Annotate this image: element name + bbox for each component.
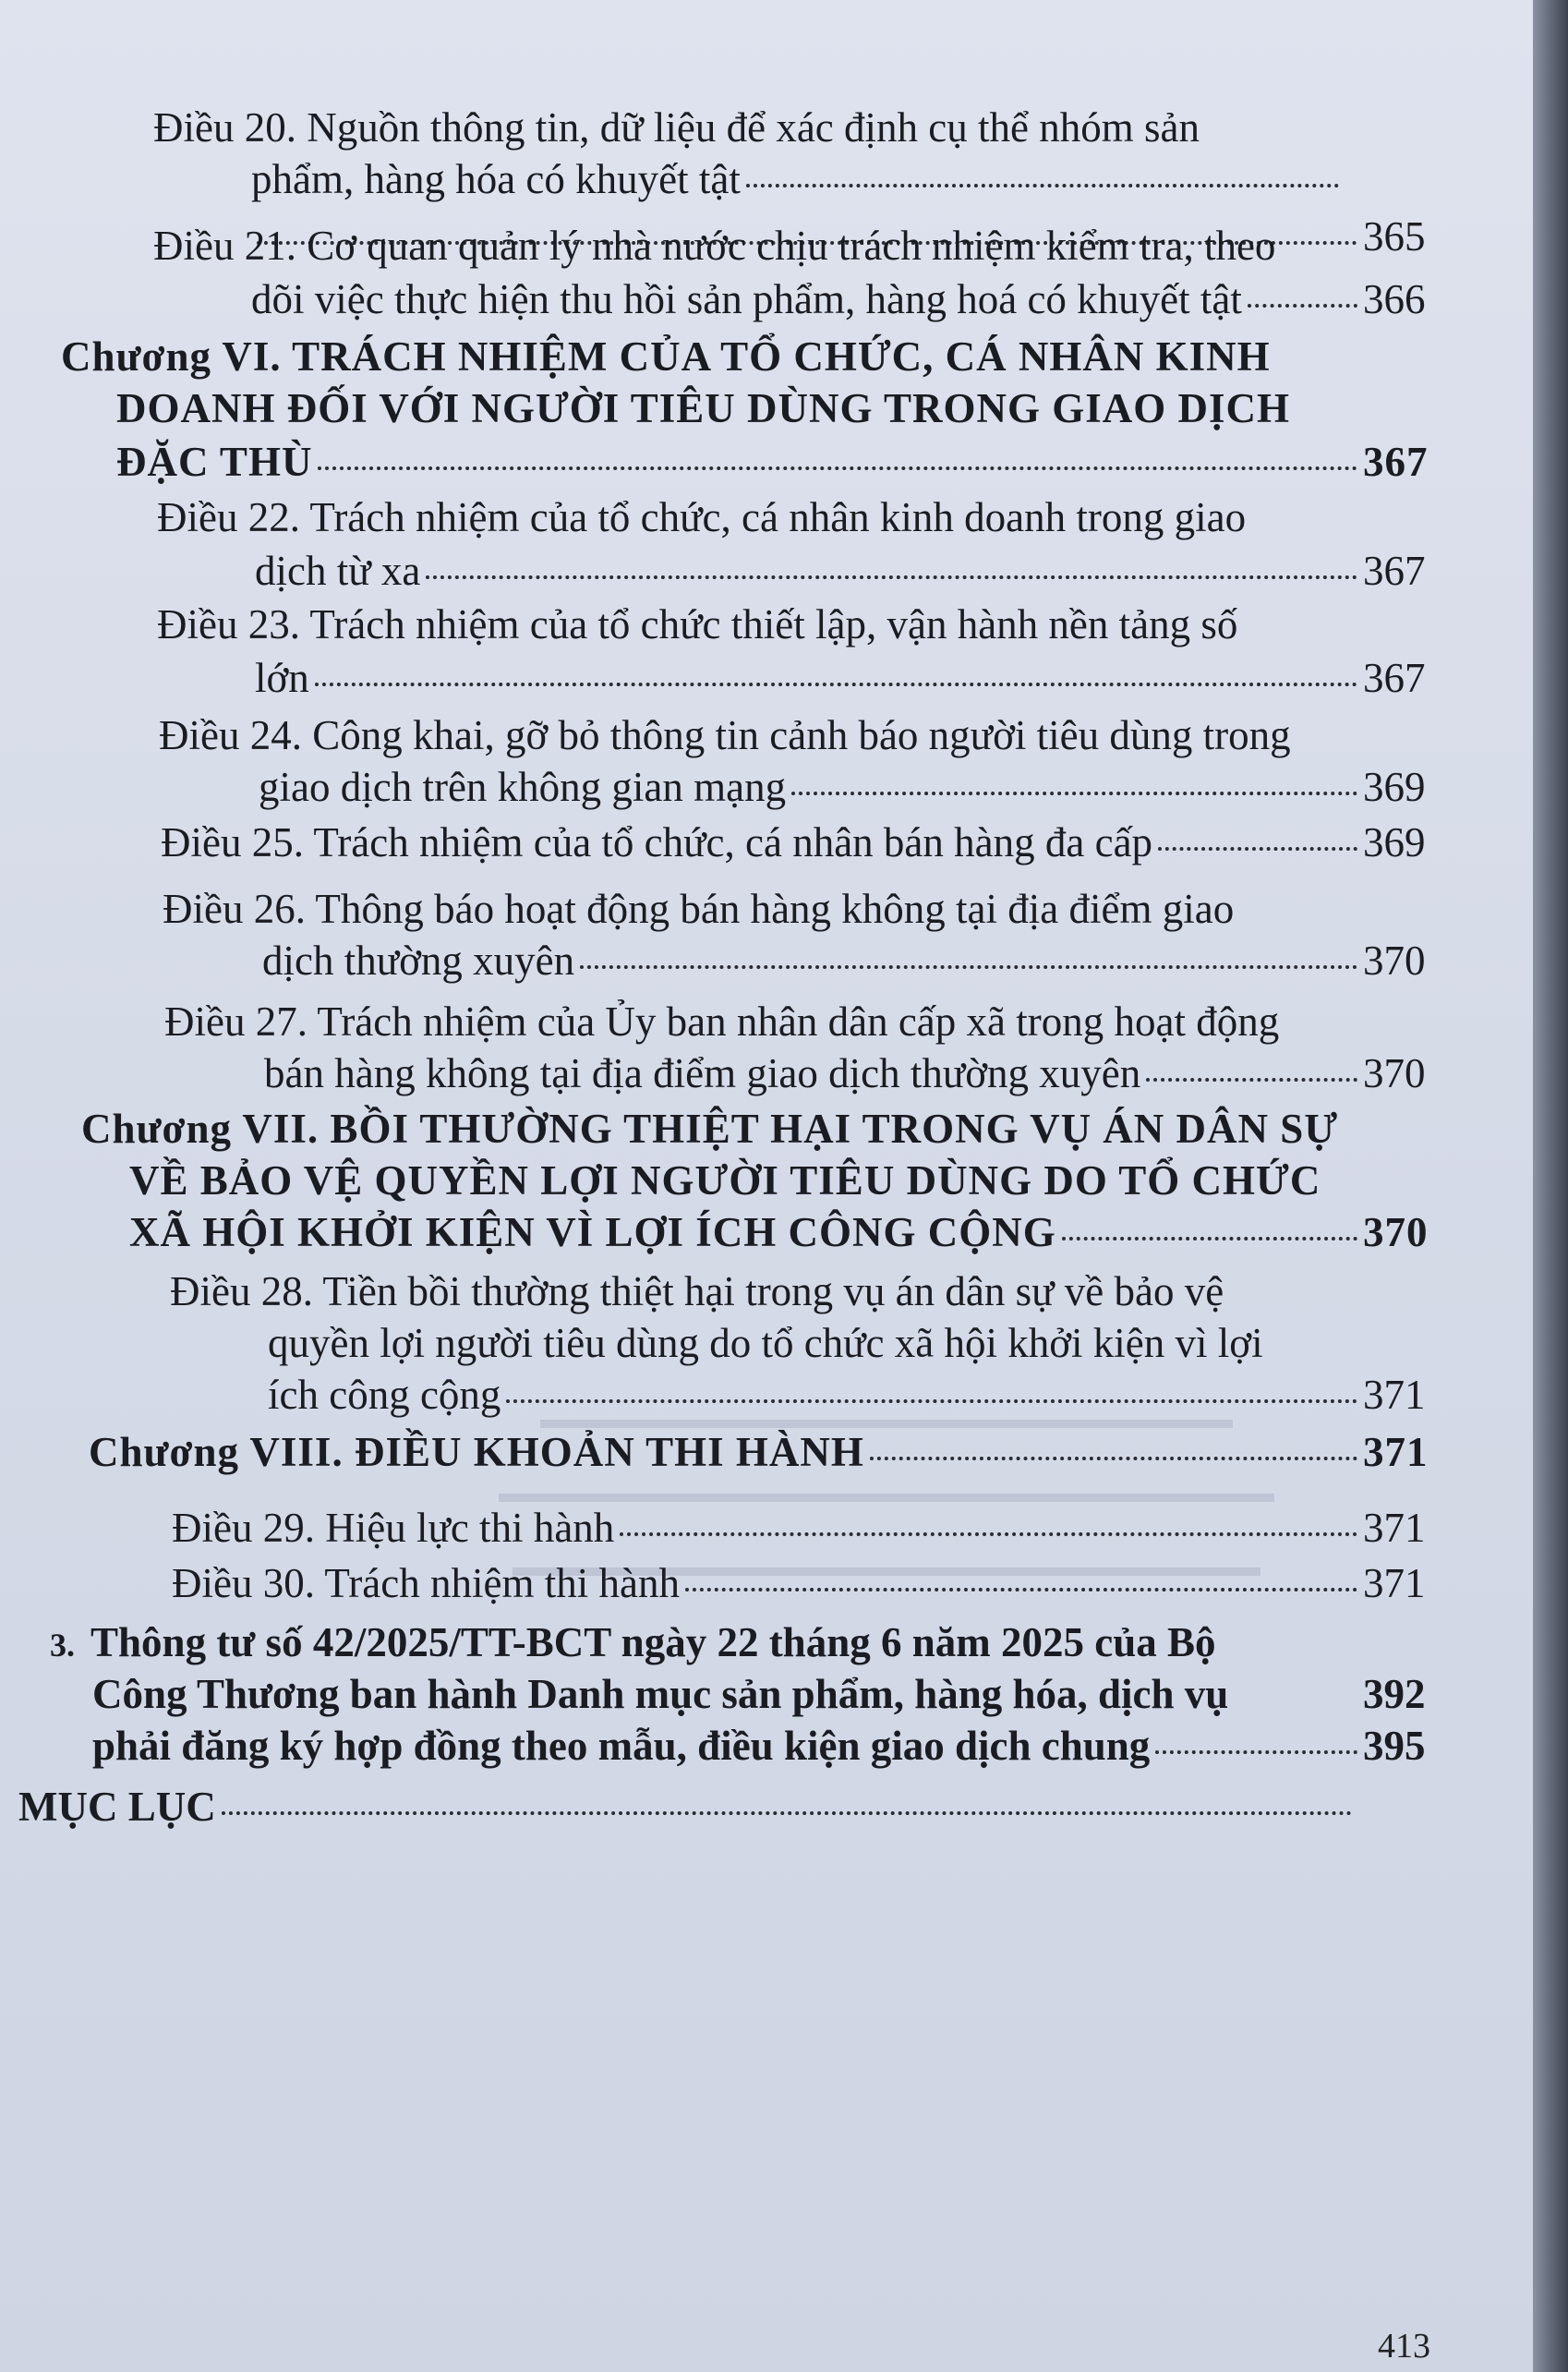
page-ref: 371 <box>1363 1429 1429 1475</box>
dot-leader <box>685 1588 1357 1591</box>
page-ref: 370 <box>1363 938 1426 984</box>
toc-entry-dieu-20[interactable]: Điều 20. Nguồn thông tin, dữ liệu để xác định cụ thể nhóm sản <box>153 104 1200 151</box>
toc-entry-dieu-21-cont: dõi việc thực hiện thu hồi sản phẩm, hàng hoá có khuyết tật 366 <box>251 276 1426 322</box>
toc-entry-muc-luc[interactable]: MỤC LỤC <box>18 1783 1357 1831</box>
page-ref: 366 <box>1363 276 1426 322</box>
toc-entry-dieu-28-cont: ích công cộng 371 <box>268 1372 1426 1418</box>
page-ref: 370 <box>1363 1209 1429 1255</box>
toc-entry-dieu-24-cont: giao dịch trên không gian mạng 369 <box>259 764 1426 810</box>
toc-entry-dieu-27[interactable]: Điều 27. Trách nhiệm của Ủy ban nhân dân cấp xã trong hoạt động <box>164 998 1280 1045</box>
page-ref: 371 <box>1363 1372 1426 1418</box>
page-ref: 371 <box>1363 1505 1426 1551</box>
item-number: 3. <box>50 1627 75 1664</box>
toc-chapter-viii[interactable]: Chương VIII. ĐIỀU KHOẢN THI HÀNH 371 <box>89 1429 1429 1475</box>
page-ref: 369 <box>1363 764 1426 810</box>
toc-chapter-vi-cont: DOANH ĐỐI VỚI NGƯỜI TIÊU DÙNG TRONG GIAO DỊCH <box>116 385 1290 431</box>
page-ref: 369 <box>1363 819 1426 865</box>
toc-entry-dieu-29[interactable]: Điều 29. Hiệu lực thi hành 371 <box>172 1505 1426 1551</box>
toc-entry-dieu-21[interactable]: Điều 21. Cơ quan quản lý nhà nước chịu trách nhiệm kiểm tra, theo <box>153 223 1276 269</box>
toc-entry-item-3[interactable]: 3. Thông tư số 42/2025/TT-BCT ngày 22 tháng 6 năm 2025 của Bộ <box>50 1619 1216 1665</box>
toc-entry-dieu-26[interactable]: Điều 26. Thông báo hoạt động bán hàng không tại địa điểm giao <box>163 886 1235 932</box>
toc-chapter-vii-cont: VỀ BẢO VỆ QUYỀN LỢI NGƯỜI TIÊU DÙNG DO TỔ CHỨC <box>129 1157 1321 1204</box>
toc-entry-dieu-23[interactable]: Điều 23. Trách nhiệm của tổ chức thiết lập, vận hành nền tảng số <box>157 601 1238 647</box>
dot-leader <box>1158 847 1357 851</box>
toc-entry-dieu-24[interactable]: Điều 24. Công khai, gỡ bỏ thông tin cảnh báo người tiêu dùng trong <box>159 712 1291 758</box>
page-ref: 365 <box>1363 213 1426 260</box>
dot-leader <box>791 792 1357 795</box>
show-through-imprint: ▬▬▬▬▬▬▬▬▬▬▬▬▬▬▬▬▬▬▬▬▬▬▬▬▬ <box>540 1404 1233 1434</box>
dot-leader <box>580 965 1357 969</box>
page-ref: 367 <box>1363 548 1426 594</box>
toc-entry-item-3-cont: Công Thương ban hành Danh mục sản phẩm, hàng hóa, dịch vụ 392 <box>92 1671 1426 1717</box>
dot-leader <box>1062 1237 1357 1240</box>
toc-entry-dieu-30[interactable]: Điều 30. Trách nhiệm thi hành 371 <box>172 1560 1426 1606</box>
dot-leader <box>1146 1078 1357 1082</box>
show-through-imprint: ▬▬▬▬▬▬▬▬▬▬▬▬▬▬▬▬▬▬▬▬▬▬▬▬▬▬▬ <box>513 1552 1260 1582</box>
show-through-imprint: ▬▬▬▬▬▬▬▬▬▬▬▬▬▬▬▬▬▬▬▬▬▬▬▬▬▬▬▬ <box>499 1478 1274 1508</box>
page-ref: 367 <box>1363 655 1426 701</box>
toc-entry-dieu-28-cont: quyền lợi người tiêu dùng do tổ chức xã hội khởi kiện vì lợi <box>268 1320 1263 1366</box>
dot-leader <box>426 575 1357 579</box>
dot-leader <box>315 683 1357 686</box>
dot-leader <box>1155 1750 1357 1754</box>
dot-leader <box>318 466 1357 470</box>
toc-entry-item-3-cont: phải đăng ký hợp đồng theo mẫu, điều kiện giao dịch chung 395 <box>92 1723 1426 1769</box>
page-ref: 392 <box>1363 1671 1426 1717</box>
toc-entry-dieu-26-cont: dịch thường xuyên 370 <box>262 938 1426 984</box>
toc-entry-dieu-25[interactable]: Điều 25. Trách nhiệm của tổ chức, cá nhân bán hàng đa cấp 369 <box>161 819 1426 865</box>
toc-entry-dieu-20-cont: phẩm, hàng hóa có khuyết tật <box>251 155 1345 203</box>
toc-chapter-vii[interactable]: Chương VII. BỒI THƯỜNG THIỆT HẠI TRONG VỤ ÁN DÂN SỰ <box>81 1106 1339 1152</box>
page-ref: 371 <box>1363 1560 1426 1606</box>
page-ref: 370 <box>1363 1050 1426 1096</box>
page-number: 413 <box>1378 2327 1430 2366</box>
toc-entry-dieu-28[interactable]: Điều 28. Tiền bồi thường thiệt hại trong vụ án dân sự về bảo vệ <box>170 1268 1224 1314</box>
dot-leader <box>1248 304 1357 308</box>
dot-leader <box>746 184 1339 188</box>
dot-leader <box>222 1811 1352 1815</box>
toc-chapter-vi[interactable]: Chương VI. TRÁCH NHIỆM CỦA TỔ CHỨC, CÁ NHÂN KINH <box>61 333 1271 380</box>
dot-leader <box>870 1457 1357 1460</box>
dot-leader <box>506 1399 1357 1403</box>
toc-entry-dieu-22[interactable]: Điều 22. Trách nhiệm của tổ chức, cá nhân kinh doanh trong giao <box>157 494 1247 540</box>
page-edge-shadow <box>1533 0 1568 2372</box>
page-ref: 367 <box>1363 439 1429 485</box>
page-ref: 395 <box>1363 1723 1426 1769</box>
toc-chapter-vi-cont: ĐẶC THÙ 367 <box>116 439 1429 485</box>
toc-entry-dieu-22-cont: dịch từ xa 367 <box>255 548 1426 594</box>
dot-leader <box>620 1532 1357 1536</box>
toc-entry-dieu-23-cont: lớn 367 <box>255 655 1426 701</box>
toc-chapter-vii-cont: XÃ HỘI KHỞI KIỆN VÌ LỢI ÍCH CÔNG CỘNG 370 <box>129 1209 1429 1255</box>
toc-entry-dieu-27-cont: bán hàng không tại địa điểm giao dịch thường xuyên 370 <box>264 1050 1426 1096</box>
